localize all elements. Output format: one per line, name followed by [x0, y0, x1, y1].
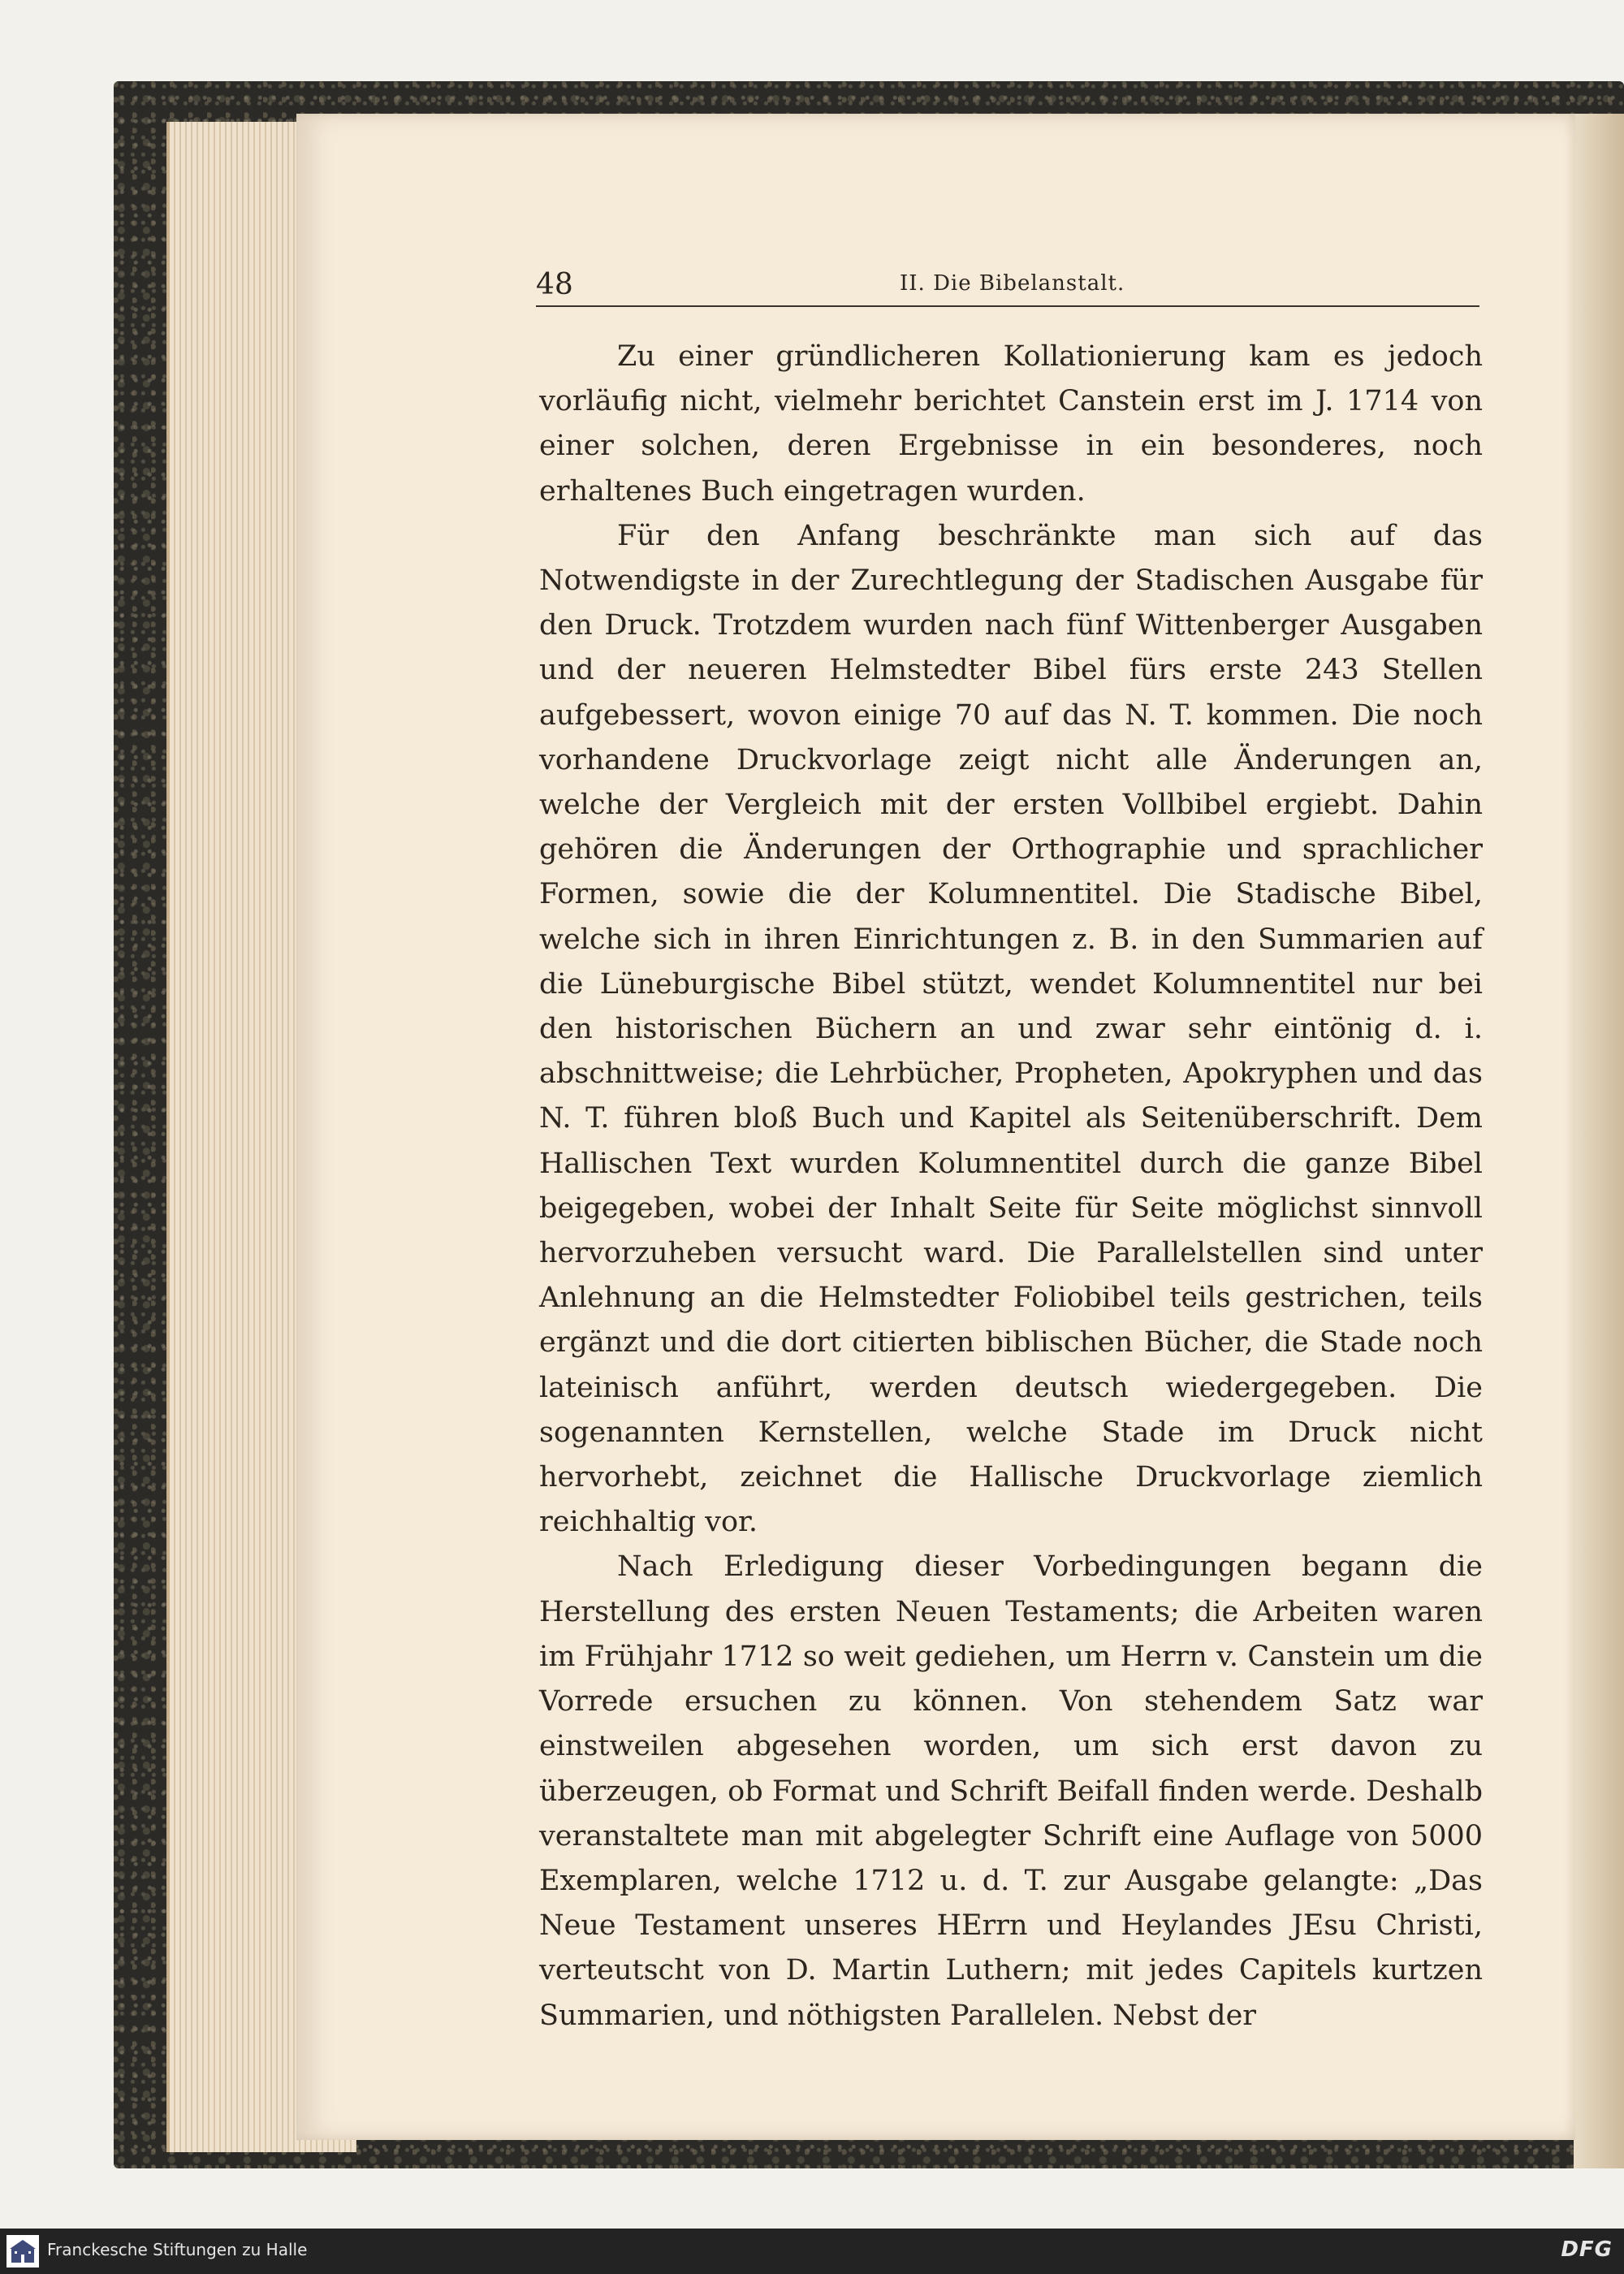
institution-credit[interactable]: Franckesche Stiftungen zu Halle — [47, 2240, 308, 2259]
orphanage-building-icon[interactable] — [6, 2235, 39, 2268]
running-title: II. Die Bibelanstalt. — [900, 271, 1125, 296]
running-head — [536, 266, 1479, 307]
paragraph: Nach Erledigung dieser Vorbedingungen begann die Herstellung des ersten Neuen Testaments; die Arbeiten waren im Frühjahr 1712 so weit gediehen, um Herrn v. Canstein um die Vorrede ersuchen zu können. Von stehendem Satz war einstweilen abgesehen worden, um sich erst davon zu überzeugen, ob Format und Schrift Beifall finden werde. Deshalb veranstaltete man mit abgelegter Schrift eine Auflage von 5000 Exemplaren, welche 1712 u. d. T. zur Ausgabe gelangte: „Das Neue Testament unseres HErrn und Heylandes JEsu Christi, verteutscht von D. Martin Luthern; mit jedes Capitels kurtzen Summarien, und nöthigsten Parallelen. Nebst der — [539, 1550, 1483, 2032]
page-number: 48 — [536, 268, 573, 301]
dfg-logo[interactable]: DFG — [1561, 2237, 1613, 2262]
credit-bar — [0, 2229, 1624, 2274]
page-fore-edge — [1574, 114, 1624, 2168]
body-text — [539, 335, 1483, 2038]
paragraph: Für den Anfang beschränkte man sich auf das Notwendigste in der Zurechtlegung der Stadischen Ausgabe für den Druck. Trotzdem wurden nach fünf Wittenberger Ausgaben und der neueren Helmstedter Bibel fürs erste 243 Stellen aufgebessert, wovon einige 70 auf das N. T. kommen. Die noch vorhandene Druckvorlage zeigt nicht alle Änderungen an, welche der Vergleich mit der ersten Vollbibel ergiebt. Dahin gehören die Änderungen der Orthographie und sprachlicher Formen, sowie die der Kolumnentitel. Die Stadische Bibel, welche sich in ihren Einrichtungen z. B. in den Summarien auf die Lüneburgische Bibel stützt, wendet Kolumnentitel nur bei den historischen Büchern an und zwar sehr eintönig d. i. abschnittweise; die Lehrbücher, Propheten, Apokryphen und das N. T. führen bloß Buch und Kapitel als Seitenüberschrift. Dem Hallischen Text wurden Kolumnentitel durch die ganze Bibel beigegeben, wobei der Inhalt Seite für Seite möglichst sinnvoll hervorzuheben versucht ward. Die Parallelstellen sind unter Anlehnung an die Helmstedter Foliobibel teils gestrichen, teils ergänzt und die dort citierten biblischen Bücher, die Stade noch lateinisch anführt, werden deutsch wiedergegeben. Die sogenannten Kernstellen, welche Stade im Druck nicht hervorhebt, zeichnet die Hallische Druckvorlage ziemlich reichhaltig vor. — [539, 519, 1483, 1539]
paragraph: Zu einer gründlicheren Kollationierung kam es jedoch vorläufig nicht, vielmehr berichtet Canstein erst im J. 1714 von einer solchen, deren Ergebnisse in ein besonderes, noch erhaltenes Buch eingetragen wurden. — [539, 340, 1483, 508]
